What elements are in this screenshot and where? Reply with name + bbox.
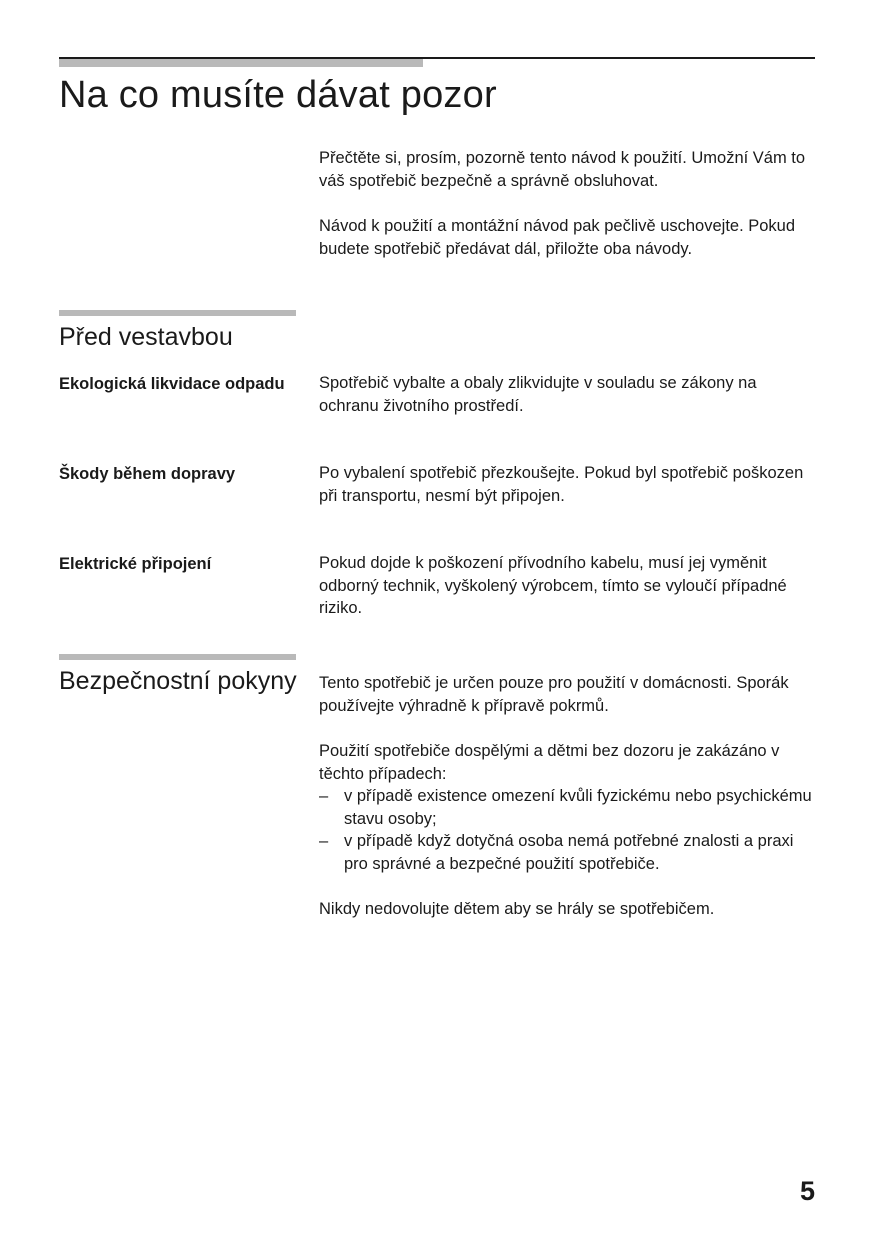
section-title-before-install: Před vestavbou bbox=[59, 323, 233, 351]
safety-paragraph-1: Tento spotřebič je určen pouze pro použití v domácnosti. Sporák používejte výhradně k přípravě pokrmů. bbox=[319, 674, 789, 715]
label-ecological-disposal: Ekologická likvidace odpadu bbox=[59, 375, 285, 393]
safety-paragraph-2: Použití spotřebiče dospělými a dětmi bez dozoru je zakázáno v těchto případech: bbox=[319, 742, 780, 783]
header-accent-bar bbox=[59, 59, 423, 67]
section-rule-safety bbox=[59, 654, 296, 660]
safety-conditions-list bbox=[319, 785, 819, 875]
section-rule-before-install bbox=[59, 310, 296, 316]
text-transport-damage: Po vybalení spotřebič přezkoušejte. Pokud byl spotřebič poškozen při transportu, nesmí být připojen. bbox=[319, 464, 804, 505]
intro-paragraph-1: Přečtěte si, prosím, pozorně tento návod k použití. Umožní Vám to váš spotřebič bezpečně a správně obsluhovat. bbox=[319, 149, 806, 190]
page-number: 5 bbox=[799, 1176, 815, 1206]
list-item bbox=[319, 830, 819, 875]
list-item-text: v případě existence omezení kvůli fyzickému nebo psychickému stavu osoby; bbox=[344, 787, 812, 828]
label-electrical-connection: Elektrické připojení bbox=[59, 555, 212, 573]
intro-paragraph-2: Návod k použití a montážní návod pak pečlivě uschovejte. Pokud budete spotřebič předávat dál, přiložte oba návody. bbox=[319, 217, 796, 258]
dash-bullet: – bbox=[319, 787, 329, 805]
safety-paragraph-3: Nikdy nedovolujte dětem aby se hrály se spotřebičem. bbox=[319, 900, 715, 918]
section-title-safety: Bezpečnostní pokyny bbox=[59, 667, 297, 695]
text-ecological-disposal: Spotřebič vybalte a obaly zlikvidujte v souladu se zákony na ochranu životního prostředí. bbox=[319, 374, 757, 415]
label-transport-damage: Škody během dopravy bbox=[59, 465, 236, 483]
dash-bullet: – bbox=[319, 832, 329, 850]
list-item bbox=[319, 785, 819, 830]
page-title: Na co musíte dávat pozor bbox=[59, 74, 497, 116]
list-item-text: v případě když dotyčná osoba nemá potřebné znalosti a praxi pro správné a bezpečné použití spotřebiče. bbox=[344, 832, 794, 873]
safety-conditions-block bbox=[319, 740, 819, 875]
text-electrical-connection: Pokud dojde k poškození přívodního kabelu, musí jej vyměnit odborný technik, vyškolený výrobcem, tímto se vyloučí případné riziko. bbox=[319, 554, 787, 617]
